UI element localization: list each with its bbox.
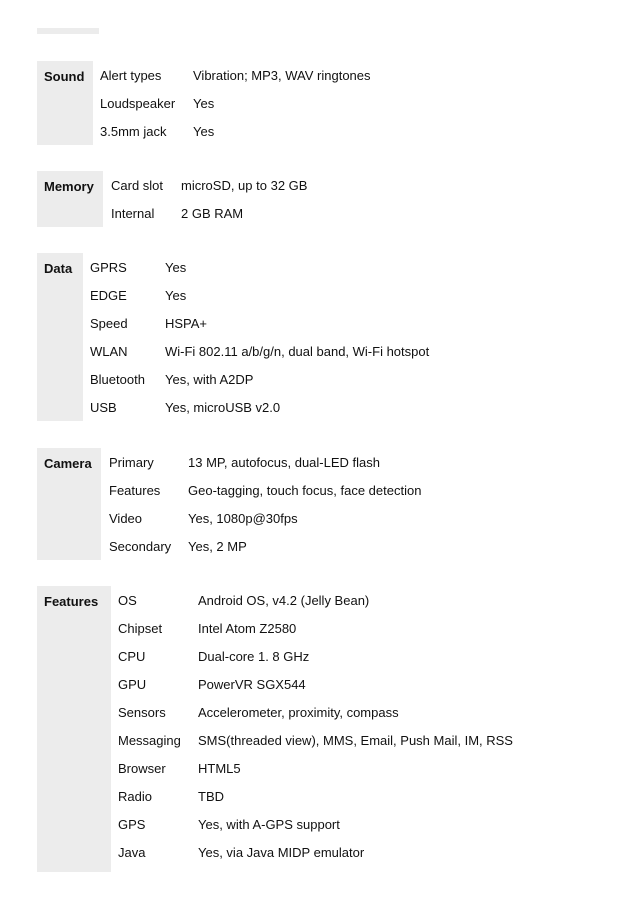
spec-value: Yes, microUSB v2.0	[165, 400, 281, 415]
spec-value: Dual-core 1. 8 GHz	[198, 649, 310, 664]
spec-key: 3.5mm jack	[100, 124, 167, 139]
spec-key: GPU	[118, 677, 147, 692]
spec-key: OS	[118, 593, 137, 608]
spec-key: WLAN	[90, 344, 128, 359]
section-title: Camera	[44, 456, 92, 471]
spec-key: Video	[109, 511, 143, 526]
spec-key: Bluetooth	[90, 372, 145, 387]
spec-value: Geo-tagging, touch focus, face detection	[188, 483, 422, 498]
section-title: Features	[44, 594, 99, 609]
spec-key: Card slot	[111, 178, 164, 193]
section-title: Memory	[44, 179, 94, 194]
top-divider	[37, 28, 99, 34]
spec-value: Yes	[165, 288, 187, 303]
spec-key: Primary	[109, 455, 154, 470]
spec-value: Yes, 1080p@30fps	[188, 511, 298, 526]
spec-key: CPU	[118, 649, 146, 664]
spec-value: Yes, via Java MIDP emulator	[198, 845, 365, 860]
section-title: Data	[44, 261, 73, 276]
spec-value: Intel Atom Z2580	[198, 621, 297, 636]
spec-value: Yes, with A2DP	[165, 372, 254, 387]
spec-value: Wi-Fi 802.11 a/b/g/n, dual band, Wi-Fi hotspot	[165, 344, 430, 359]
section-header-camera	[37, 448, 101, 560]
spec-value: Yes	[193, 124, 215, 139]
spec-key: Alert types	[100, 68, 162, 83]
spec-key: GPRS	[90, 260, 127, 275]
spec-value: Yes	[165, 260, 187, 275]
spec-key: EDGE	[90, 288, 127, 303]
section-title: Sound	[44, 69, 85, 84]
spec-key: Secondary	[109, 539, 172, 554]
spec-value: Vibration; MP3, WAV ringtones	[193, 68, 371, 83]
spec-key: Java	[118, 845, 146, 860]
spec-value: microSD, up to 32 GB	[181, 178, 308, 193]
spec-key: Browser	[118, 761, 166, 776]
section-header-features	[37, 586, 111, 872]
section-header-data	[37, 253, 83, 421]
spec-key: GPS	[118, 817, 146, 832]
spec-value: Android OS, v4.2 (Jelly Bean)	[198, 593, 370, 608]
spec-value: HSPA+	[165, 316, 208, 331]
spec-key: Messaging	[118, 733, 181, 748]
spec-value: Yes, 2 MP	[188, 539, 247, 554]
spec-value: HTML5	[198, 761, 241, 776]
spec-value: SMS(threaded view), MMS, Email, Push Mail, IM, RSS	[198, 733, 513, 748]
section-header-memory	[37, 171, 103, 227]
spec-value: PowerVR SGX544	[198, 677, 306, 692]
spec-key: Speed	[90, 316, 128, 331]
spec-key: USB	[90, 400, 117, 415]
spec-value: 13 MP, autofocus, dual-LED flash	[188, 455, 380, 470]
spec-key: Chipset	[118, 621, 163, 636]
spec-value: TBD	[198, 789, 224, 804]
spec-value: 2 GB RAM	[181, 206, 244, 221]
spec-value: Yes, with A-GPS support	[198, 817, 340, 832]
spec-key: Features	[109, 483, 161, 498]
spec-value: Yes	[193, 96, 215, 111]
spec-key: Loudspeaker	[100, 96, 176, 111]
spec-key: Sensors	[118, 705, 166, 720]
section-header-sound	[37, 61, 93, 145]
spec-key: Radio	[118, 789, 152, 804]
spec-key: Internal	[111, 206, 155, 221]
spec-value: Accelerometer, proximity, compass	[198, 705, 399, 720]
